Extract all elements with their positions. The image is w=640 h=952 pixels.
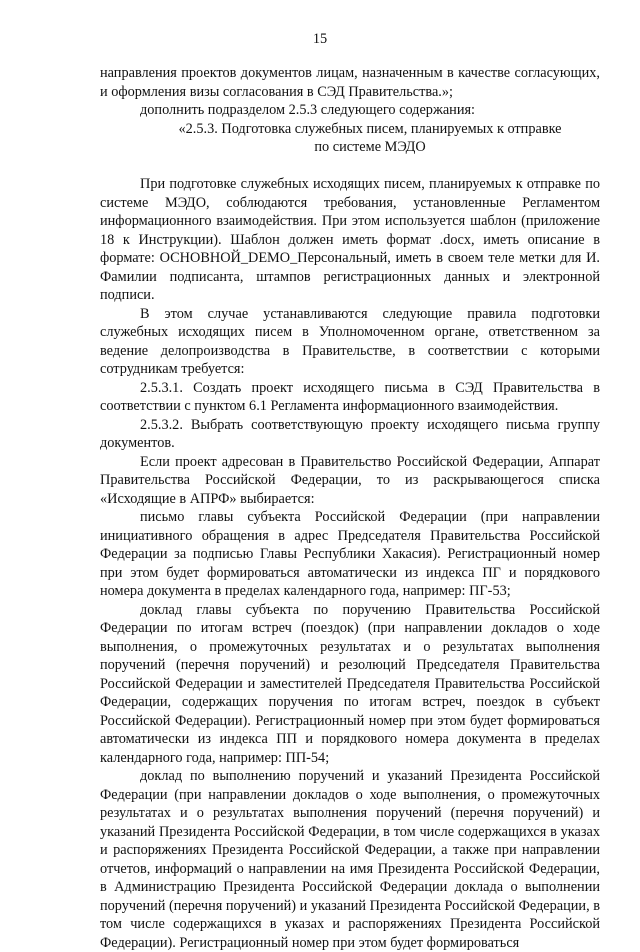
paragraph-report-pp: доклад главы субъекта по поручению Правительства Российской Федерации по итогам встреч (поездок) (при направлении докладов о ходе выполнения, о промежуточных результатах и о результатах выполнения поручений (перечня поручений) и резолюций Председателя Правительства Российской Федерации и заместителей Председателя Правительства Российской Федерации, содержащих поручения по итогам встреч, поездок в субъект Российской Федерации). Регистрационный номер при этом будет формироваться автоматически из индекса ПП и порядкового номера документа в пределах календарного года, например: ПП-54; <box>100 601 600 766</box>
page-number: 15 <box>312 31 328 47</box>
section-heading-line1: «2.5.3. Подготовка служебных писем, планируемых к отправке <box>178 120 562 137</box>
document-body <box>100 64 600 952</box>
paragraph-amendment-intro: дополнить подразделом 2.5.3 следующего содержания: <box>140 102 476 118</box>
paragraph-continuation: направления проектов документов лицам, назначенным в качестве согласующих, и оформления визы согласования в СЭД Правительства.»; <box>100 65 600 100</box>
paragraph-report-president: доклад по выполнению поручений и указаний Президента Российской Федерации (при направлении докладов о ходе выполнения, о промежуточных результатах и о результатах выполнения поручений (перечня поручений) и указаний Президента Российской Федерации, в том числе содержащихся в указах и распоряжениях Президента Российской Федерации, а также при направлении отчетов, информаций о направлении на имя Президента Российской Федерации, в Администрацию Президента Российской Федерации доклада о выполнении поручений (перечня поручений) и указаний Президента Российской Федерации, в том числе содержащихся в указах и распоряжениях Президента Российской Федерации). Регистрационный номер при этом будет формироваться <box>100 768 600 951</box>
spacer <box>100 157 600 176</box>
paragraph-aprf-list-intro: Если проект адресован в Правительство Российской Федерации, Аппарат Правительства Российской Федерации, то из раскрывающегося списка «Исходящие в АПРФ» выбирается: <box>100 453 600 507</box>
paragraph-2-5-3-2: 2.5.3.2. Выбрать соответствующую проекту исходящего письма группу документов. <box>100 416 600 451</box>
paragraph-letter-pg: письмо главы субъекта Российской Федерации (при направлении инициативного обращения в адрес Председателя Правительства Российской Федерации за подписью Главы Республики Хакасия). Регистрационный номер при этом будет формироваться автоматически из индекса ПГ и порядкового номера документа в пределах календарного года, например: ПГ-53; <box>100 509 600 599</box>
paragraph-template-requirements: При подготовке служебных исходящих писем, планируемых к отправке по системе МЭДО, соблюдаются требования, установленные Регламентом информационного взаимодействия. При этом используется шаблон (приложение 18 к Инструкции). Шаблон должен иметь формат .docx, иметь описание в формате: ОСНОВНОЙ_DEMO_Персональный, иметь в своем теле метки для И. Фамилии подписанта, штампов регистрационных данных и электронной подписи. <box>100 176 600 303</box>
paragraph-2-5-3-1: 2.5.3.1. Создать проект исходящего письма в СЭД Правительства в соответствии с пунктом 6.1 Регламента информационного взаимодействия. <box>100 379 600 414</box>
section-heading-line2: по системе МЭДО <box>314 139 426 155</box>
paragraph-rules-intro: В этом случае устанавливаются следующие правила подготовки служебных исходящих писем в Уполномоченном органе, ответственном за ведение делопроизводства в Правительстве, в соответствии с которыми сотрудникам требуется: <box>100 305 600 377</box>
